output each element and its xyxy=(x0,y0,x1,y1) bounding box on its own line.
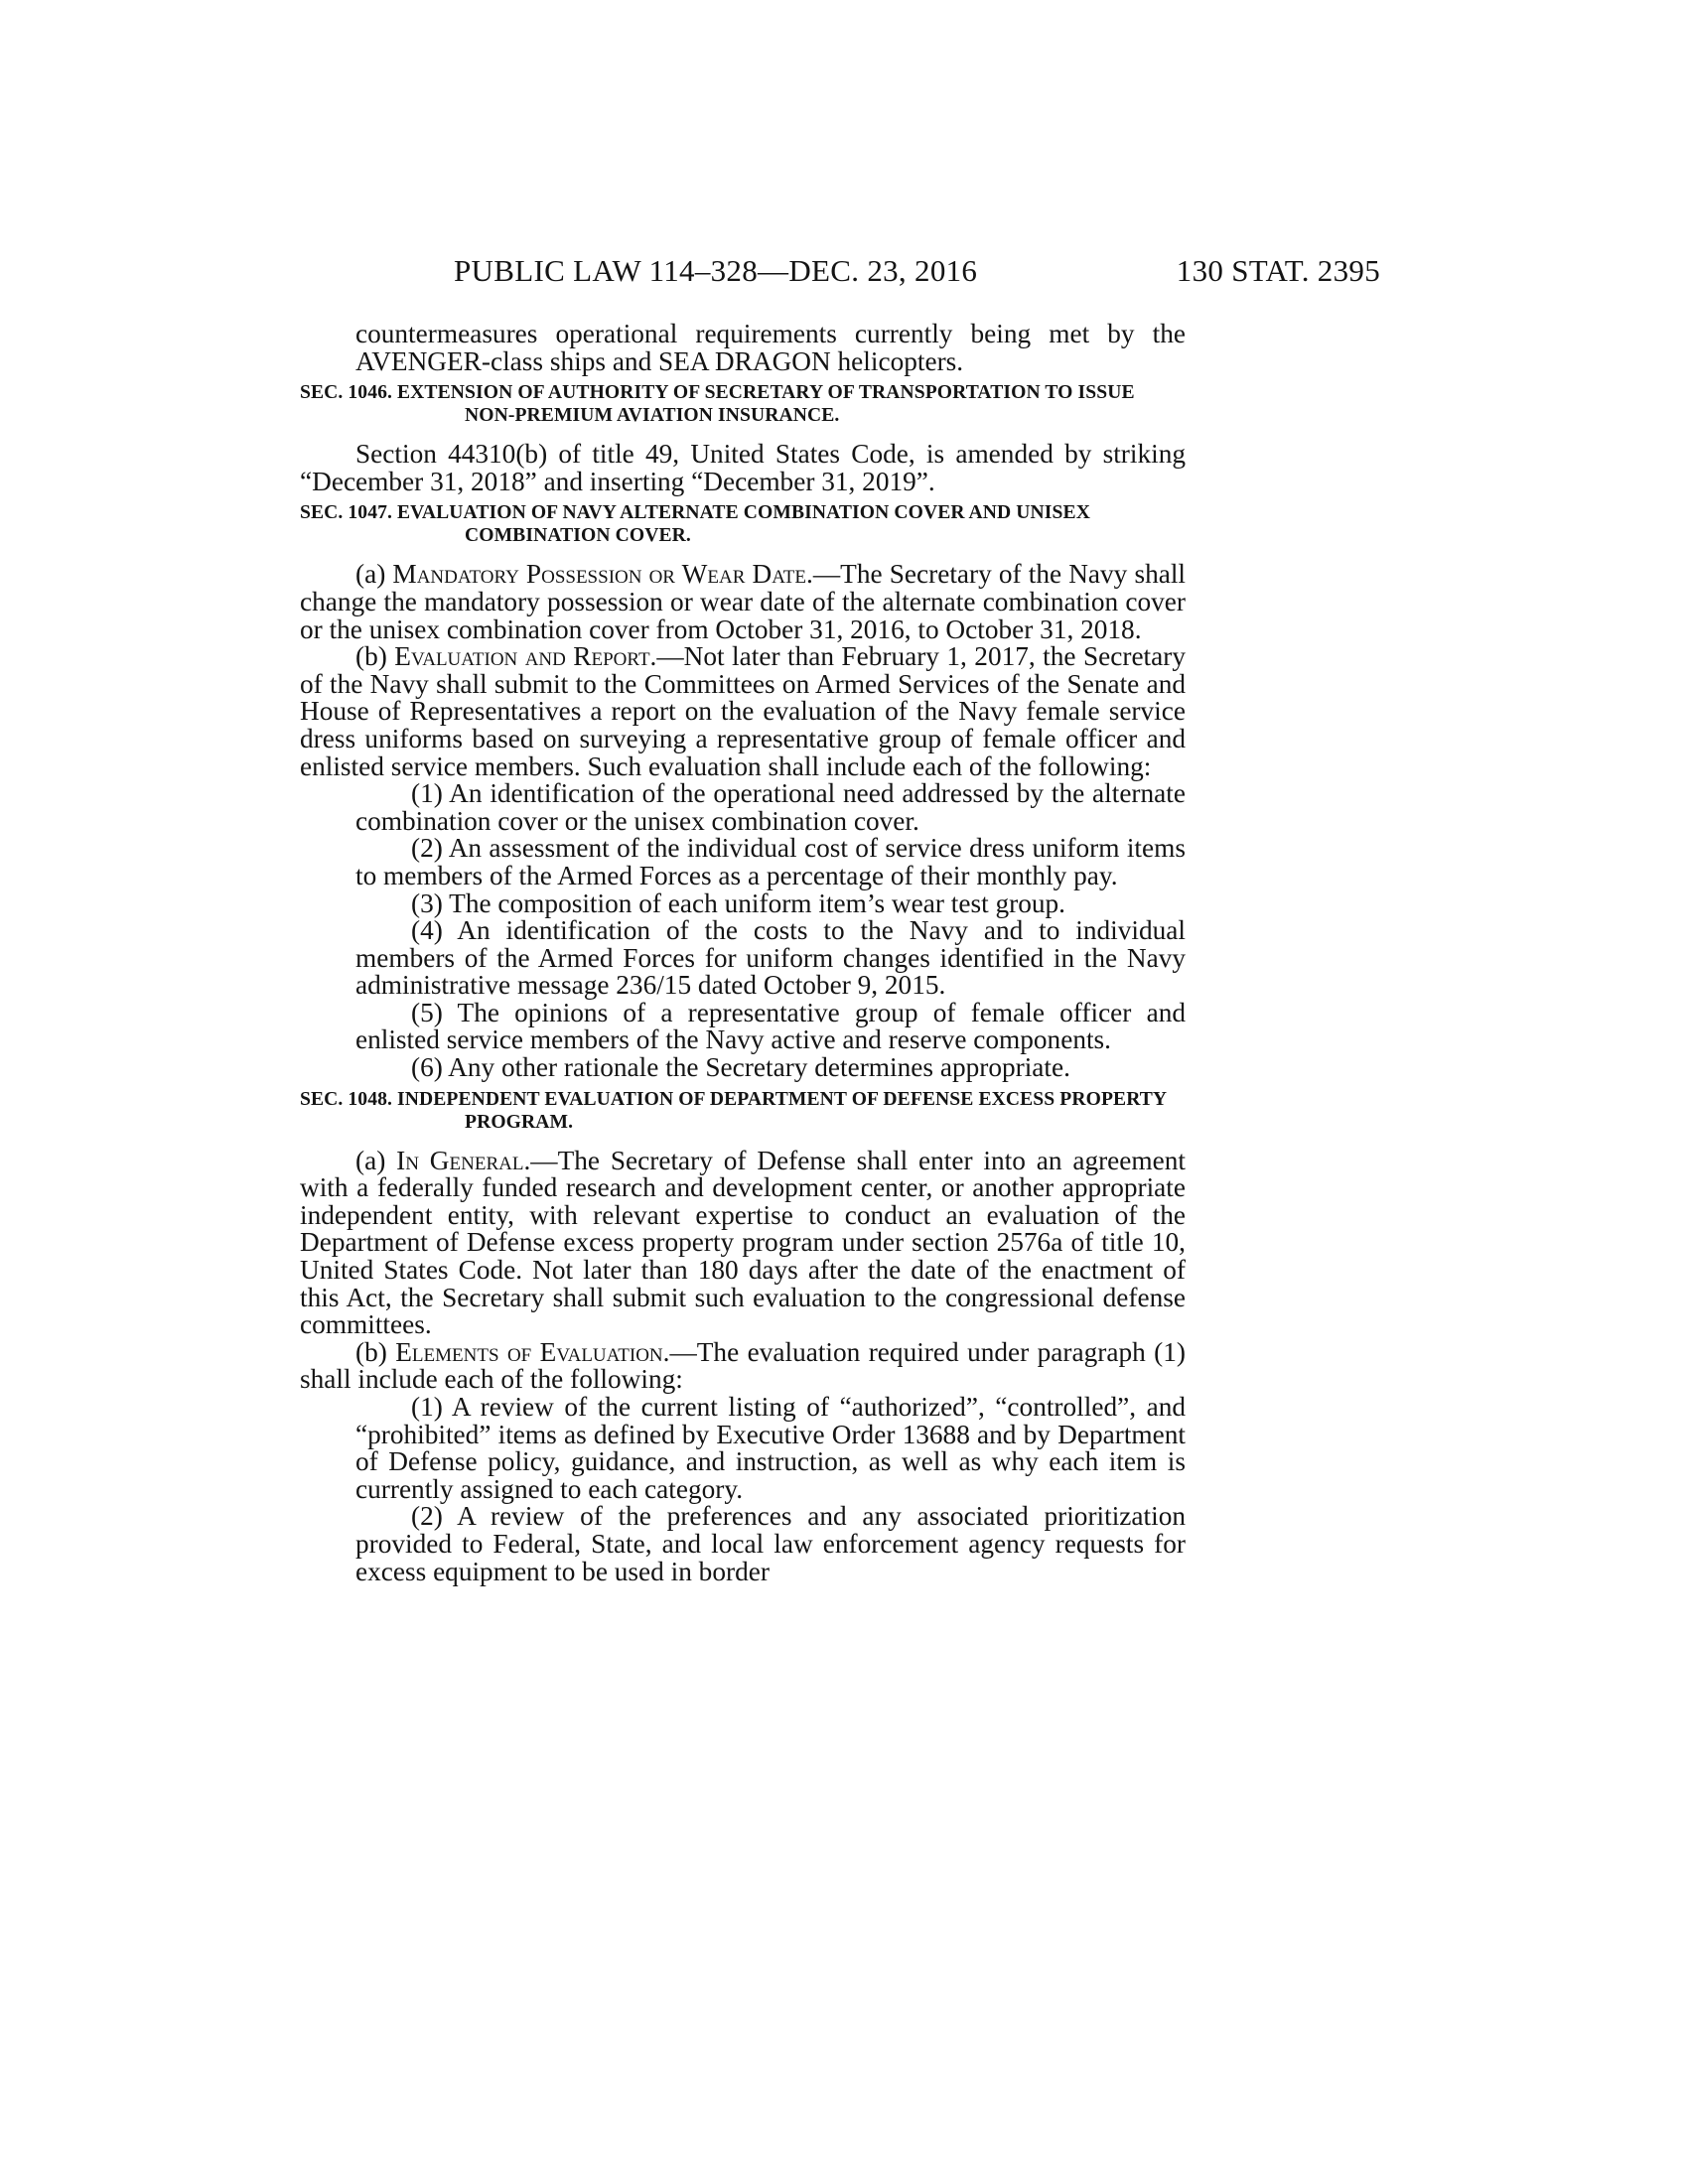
subsection-b-text: .—Not later than February 1, 2017, the Secretary of the Navy shall submit to the Committees on Armed Services of the Senate and House of Representatives a report on the evaluation of the Navy female service dress uniforms based on surveying a representative group of female officer and enlisted service members. Such evaluation shall include each of the following: xyxy=(300,641,1187,781)
subsection-b-text: .—The evaluation required under paragraph (1) shall include each of the following: xyxy=(300,1336,1187,1395)
continued-paragraph: countermeasures operational requirements currently being met by the AVENGER-class ships and SEA DRAGON helicopters. xyxy=(355,319,1186,376)
subsection-a-caption: In General xyxy=(396,1145,524,1175)
section-1048-subsection-a xyxy=(300,1145,1186,1340)
section-1046-text: Section 44310(b) of title 49, United States Code, is amended by striking “December 31, 2018” and inserting “December 31, 2019”. xyxy=(300,439,1186,496)
section-1048-item-2: (2) A review of the preferences and any associated prioritization provided to Federal, State, and local law enforcement agency requests for excess equipment to be used in border xyxy=(355,1501,1186,1586)
section-1047-item-6: (6) Any other rationale the Secretary determines appropriate. xyxy=(411,1052,1070,1083)
subsection-a-label: (a) xyxy=(355,559,393,590)
document-body xyxy=(300,321,1186,1585)
section-1047-item-4: (4) An identification of the costs to the Navy and to individual members of the Armed Forces for uniform changes identified in the Navy administrative message 236/15 dated October 9, 2015. xyxy=(355,915,1186,1001)
section-1048-subsection-b xyxy=(300,1336,1187,1395)
subsection-a-label: (a) xyxy=(355,1145,397,1175)
subsection-b-caption: Elements of Evaluation xyxy=(395,1336,663,1367)
subsection-b-label: (b) xyxy=(355,1336,396,1367)
subsection-a-text: .—The Secretary of the Navy shall change the mandatory possession or wear date of the alternate combination cover or the unisex combination cover from October 31, 2016, to October 31, 2018. xyxy=(300,559,1186,644)
section-1047-item-3: (3) The composition of each uniform item’s wear test group. xyxy=(411,887,1066,918)
header-public-law: PUBLIC LAW 114–328—DEC. 23, 2016 xyxy=(454,253,978,288)
section-1047-item-2: (2) An assessment of the individual cost of service dress uniform items to members of the Armed Forces as a percentage of their monthly pay. xyxy=(355,833,1186,890)
subsection-b-label: (b) xyxy=(355,641,395,672)
section-1047-item-1: (1) An identification of the operational need addressed by the alternate combination cover or the unisex combination cover. xyxy=(355,778,1186,836)
header-statute-page: 130 STAT. 2395 xyxy=(1176,253,1380,288)
section-1048-item-1: (1) A review of the current listing of “authorized”, “controlled”, and “prohibited” items as defined by Executive Order 13688 and by Department of Defense policy, guidance, and instruction, as well as why each item is currently assigned to each category. xyxy=(355,1392,1186,1504)
section-1047-subsection-a xyxy=(300,561,1186,643)
subsection-a-caption: Mandatory Possession or Wear Date xyxy=(392,559,807,590)
section-1047-subsection-b xyxy=(300,643,1186,780)
section-1046-heading: SEC. 1046. EXTENSION OF AUTHORITY OF SECRETARY OF TRANSPORTATION TO ISSUE NON-PREMIUM AVIATION INSURANCE. xyxy=(300,382,1135,427)
subsection-a-text: .—The Secretary of Defense shall enter into an agreement with a federally funded research and development center, or another appropriate independent entity, with relevant expertise to conduct an evaluation of the Department of Defense excess property program under section 2576a of title 10, United States Code. Not later than 180 days after the date of the enactment of this Act, the Secretary shall submit such evaluation to the congressional defense committees. xyxy=(300,1145,1186,1340)
subsection-b-caption: Evaluation and Report xyxy=(394,641,650,672)
section-1048-heading: SEC. 1048. INDEPENDENT EVALUATION OF DEPARTMENT OF DEFENSE EXCESS PROPERTY PROGRAM. xyxy=(300,1088,1167,1133)
section-1047-heading: SEC. 1047. EVALUATION OF NAVY ALTERNATE COMBINATION COVER AND UNISEX COMBINATION COVER. xyxy=(300,502,1090,547)
section-1047-item-5: (5) The opinions of a representative group of female officer and enlisted service members of the Navy active and reserve components. xyxy=(355,997,1186,1055)
page-header xyxy=(298,251,1380,291)
